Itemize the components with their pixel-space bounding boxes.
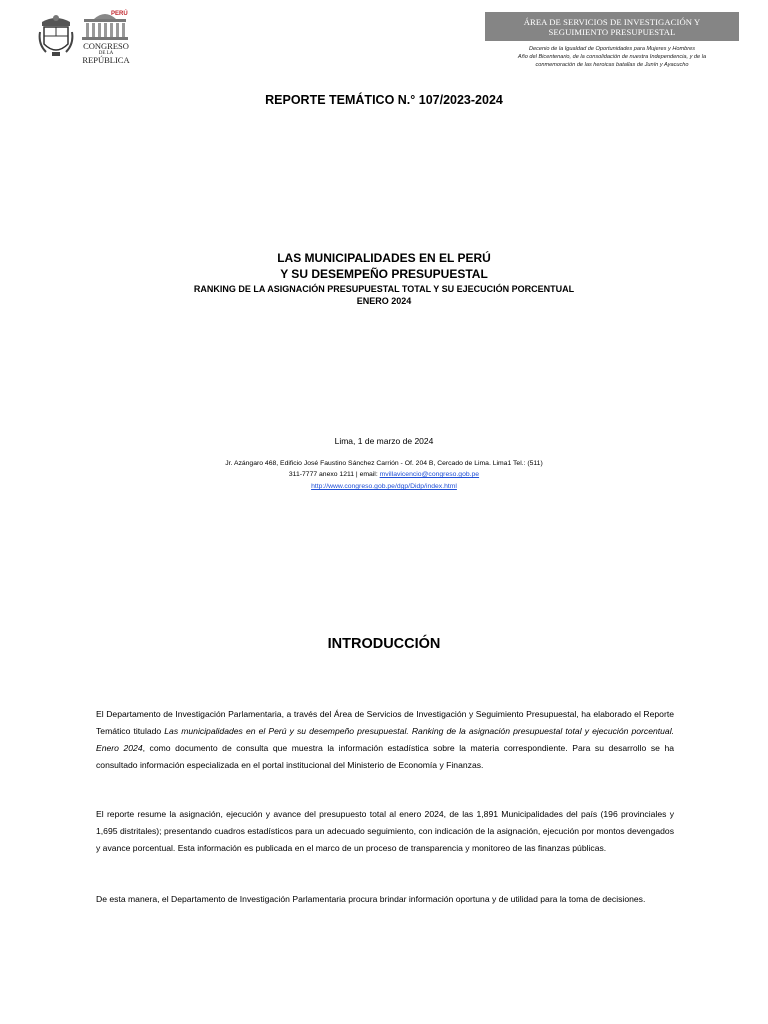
- website-link[interactable]: http://www.congreso.gob.pe/dgp/Didp/index.html: [311, 483, 457, 490]
- intro-paragraph-3: De esta manera, el Departamento de Investigación Parlamentaria procura brindar información oportuna y de utilidad para la toma de decisiones.: [96, 894, 646, 904]
- peru-label: PERÚ: [111, 11, 128, 17]
- decenio-text: [470, 45, 754, 69]
- address-line2: [0, 470, 768, 480]
- p1-text-a: El Departamento de Investigación Parlamentaria, a través del Área de Servicios de Investigación y Seguimiento Presupuestal, ha elaborado el Reporte Temático titulado: [96, 709, 674, 736]
- title-line1: LAS MUNICIPALIDADES EN EL PERÚ: [277, 251, 491, 265]
- coat-of-arms-icon: [38, 12, 74, 60]
- area-banner: [485, 12, 739, 41]
- decenio-line3: conmemoración de las heroicas batallas de Junín y Ayacucho: [535, 62, 689, 68]
- congreso-logo-text: [80, 42, 132, 65]
- address-line1: Jr. Azángaro 468, Edificio José Faustino Sánchez Carrión - Of. 204 B, Cercado de Lima. Lima1 Tel.: (511): [225, 460, 543, 467]
- subtitle-line1: RANKING DE LA ASIGNACIÓN PRESUPUESTAL TOTAL Y SU EJECUCIÓN PORCENTUAL: [193, 284, 575, 294]
- report-date: Lima, 1 de marzo de 2024: [334, 436, 434, 446]
- phone-text: 311-7777 anexo 1211 | email:: [288, 471, 380, 478]
- decenio-line2: Año del Bicentenario, de la consolidación de nuestra Independencia, y de la: [517, 54, 707, 60]
- p1-text-b: , como documento de consulta que muestra la información estadística sobre la materia correspondiente. Para su desarrollo se ha consultado información especializada en el portal institucional del Ministerio de Economía y Finanzas.: [96, 743, 675, 770]
- congreso-line3: REPÚBLICA: [82, 55, 130, 65]
- congreso-line2: DE LA: [98, 51, 114, 56]
- congreso-line1: CONGRESO: [83, 41, 129, 51]
- introduction-heading: INTRODUCCIÓN: [327, 636, 441, 652]
- decenio-line1: Decenio de la Igualdad de Oportunidades para Mujeres y Hombres: [528, 46, 696, 52]
- banner-line2: SEGUIMIENTO PRESUPUESTAL: [548, 26, 676, 37]
- title-line2: Y SU DESEMPEÑO PRESUPUESTAL: [280, 267, 488, 281]
- intro-paragraph-2: El reporte resume la asignación, ejecución y avance del presupuesto total al enero 2024, de las 1,891 Municipalidades del país (196 provinciales y 1,695 distritales); presentando cuadros estadísticos para un adecuado seguimiento, con indicación de la asignación, ejecución por montos devengados y avance porcentual. Esta información es publicada en el marco de un proceso de transparencia y monitoreo de las finanzas públicas.: [96, 809, 674, 853]
- report-number: REPORTE TEMÁTICO N.° 107/2023-2024: [265, 93, 503, 107]
- intro-paragraph-1: [96, 706, 674, 774]
- email-link[interactable]: mvillavicencio@congreso.gob.pe: [379, 471, 480, 478]
- banner-line1: ÁREA DE SERVICIOS DE INVESTIGACIÓN Y: [523, 16, 701, 27]
- subtitle-line2: ENERO 2024: [356, 296, 412, 306]
- p1-italic-title: Las municipalidades en el Perú y su desempeño presupuestal. Ranking de la asignación presupuestal total y ejecución porcentual. Enero 2024: [96, 726, 675, 753]
